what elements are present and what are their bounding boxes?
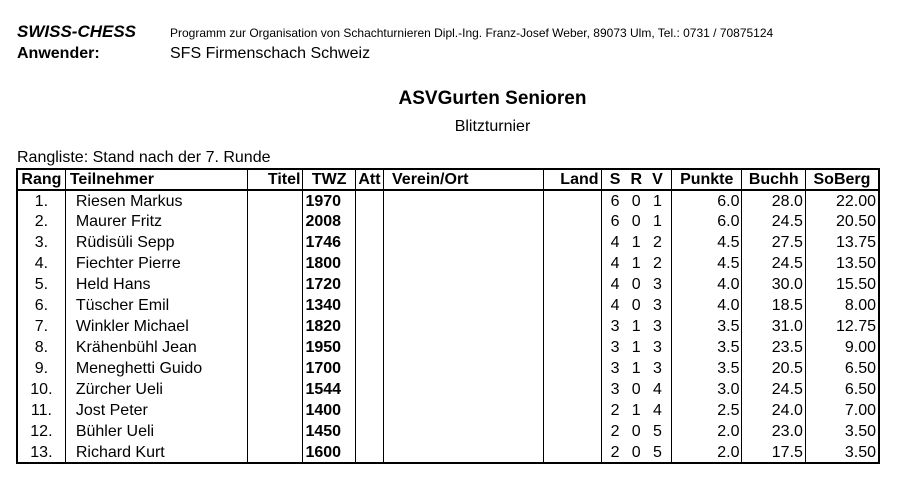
cell-land xyxy=(544,379,601,400)
cell-srv xyxy=(601,358,671,379)
cell-twz: 1340 xyxy=(303,295,355,316)
cell-att xyxy=(355,400,383,421)
cell-verein xyxy=(384,253,544,274)
cell-v: 1 xyxy=(652,192,662,210)
cell-name: Bühler Ueli xyxy=(65,421,247,442)
cell-rang: 7. xyxy=(17,316,65,337)
cell-soberg: 15.50 xyxy=(805,274,879,295)
cell-name: Winkler Michael xyxy=(65,316,247,337)
table-row xyxy=(17,253,879,274)
cell-v: 3 xyxy=(652,339,662,356)
cell-name: Maurer Fritz xyxy=(65,211,247,232)
cell-buchh: 23.0 xyxy=(742,421,805,442)
brand-name: SWISS-CHESS xyxy=(17,22,137,41)
col-header-s: S xyxy=(609,171,621,188)
cell-soberg: 7.00 xyxy=(805,400,879,421)
cell-soberg: 9.00 xyxy=(805,337,879,358)
col-header-att: Att xyxy=(355,169,383,190)
cell-v: 2 xyxy=(652,255,662,272)
cell-name: Meneghetti Guido xyxy=(65,358,247,379)
cell-twz: 1700 xyxy=(303,358,355,379)
cell-rang: 5. xyxy=(17,274,65,295)
col-header-soberg: SoBerg xyxy=(805,169,879,190)
cell-twz: 1950 xyxy=(303,337,355,358)
cell-titel xyxy=(248,274,303,295)
cell-punkte: 4.0 xyxy=(672,295,742,316)
cell-titel xyxy=(248,232,303,253)
cell-soberg: 12.75 xyxy=(805,316,879,337)
cell-verein xyxy=(384,421,544,442)
cell-titel xyxy=(248,442,303,463)
cell-buchh: 24.0 xyxy=(742,400,805,421)
cell-soberg: 6.50 xyxy=(805,358,879,379)
cell-punkte: 4.0 xyxy=(672,274,742,295)
cell-name: Tüscher Emil xyxy=(65,295,247,316)
header-line-2 xyxy=(17,45,370,63)
table-row xyxy=(17,442,879,463)
col-header-name: Teilnehmer xyxy=(65,169,247,190)
col-header-verein: Verein/Ort xyxy=(384,169,544,190)
cell-twz: 1746 xyxy=(303,232,355,253)
table-row xyxy=(17,400,879,421)
table-header-row xyxy=(17,169,879,190)
cell-titel xyxy=(248,295,303,316)
cell-land xyxy=(544,442,601,463)
cell-name: Zürcher Ueli xyxy=(65,379,247,400)
cell-srv xyxy=(601,379,671,400)
cell-att xyxy=(355,421,383,442)
cell-r: 0 xyxy=(631,276,641,293)
cell-r: 1 xyxy=(631,255,641,272)
cell-rang: 12. xyxy=(17,421,65,442)
cell-punkte: 6.0 xyxy=(672,211,742,232)
cell-srv xyxy=(601,253,671,274)
cell-s: 4 xyxy=(610,234,620,251)
cell-buchh: 17.5 xyxy=(742,442,805,463)
cell-punkte: 6.0 xyxy=(672,190,742,211)
col-header-land: Land xyxy=(544,169,601,190)
cell-land xyxy=(544,316,601,337)
cell-titel xyxy=(248,211,303,232)
cell-punkte: 3.0 xyxy=(672,379,742,400)
cell-buchh: 20.5 xyxy=(742,358,805,379)
cell-name: Jost Peter xyxy=(65,400,247,421)
cell-srv xyxy=(601,274,671,295)
cell-rang: 9. xyxy=(17,358,65,379)
cell-s: 4 xyxy=(610,255,620,272)
cell-r: 0 xyxy=(631,443,641,461)
cell-s: 3 xyxy=(610,360,620,377)
cell-buchh: 24.5 xyxy=(742,253,805,274)
cell-att xyxy=(355,379,383,400)
cell-buchh: 24.5 xyxy=(742,379,805,400)
cell-punkte: 4.5 xyxy=(672,232,742,253)
cell-verein xyxy=(384,400,544,421)
table-row xyxy=(17,190,879,211)
cell-punkte: 4.5 xyxy=(672,253,742,274)
cell-v: 3 xyxy=(652,318,662,335)
table-row xyxy=(17,337,879,358)
cell-s: 3 xyxy=(610,381,620,398)
cell-s: 3 xyxy=(610,339,620,356)
cell-twz: 1820 xyxy=(303,316,355,337)
cell-verein xyxy=(384,316,544,337)
col-header-v: V xyxy=(652,171,663,188)
cell-rang: 4. xyxy=(17,253,65,274)
cell-punkte: 2.5 xyxy=(672,400,742,421)
table-row xyxy=(17,379,879,400)
col-header-buchh: Buchh xyxy=(742,169,805,190)
cell-verein xyxy=(384,379,544,400)
cell-twz: 1544 xyxy=(303,379,355,400)
cell-land xyxy=(544,400,601,421)
table-row xyxy=(17,316,879,337)
cell-titel xyxy=(248,190,303,211)
table-row xyxy=(17,232,879,253)
cell-buchh: 31.0 xyxy=(742,316,805,337)
cell-verein xyxy=(384,232,544,253)
cell-r: 1 xyxy=(631,339,641,356)
standings-table xyxy=(16,168,880,464)
cell-twz: 1970 xyxy=(303,190,355,211)
cell-land xyxy=(544,421,601,442)
cell-buchh: 28.0 xyxy=(742,190,805,211)
cell-land xyxy=(544,190,601,211)
cell-soberg: 3.50 xyxy=(805,442,879,463)
cell-buchh: 24.5 xyxy=(742,211,805,232)
cell-v: 3 xyxy=(652,297,662,314)
cell-soberg: 13.75 xyxy=(805,232,879,253)
cell-att xyxy=(355,442,383,463)
cell-land xyxy=(544,232,601,253)
cell-titel xyxy=(248,379,303,400)
cell-rang: 8. xyxy=(17,337,65,358)
cell-att xyxy=(355,211,383,232)
cell-name: Riesen Markus xyxy=(65,190,247,211)
col-header-r: R xyxy=(630,171,643,188)
cell-verein xyxy=(384,211,544,232)
cell-r: 0 xyxy=(631,213,641,230)
cell-r: 0 xyxy=(631,423,641,440)
cell-s: 4 xyxy=(610,276,620,293)
cell-r: 0 xyxy=(631,297,641,314)
cell-v: 5 xyxy=(652,443,662,461)
cell-s: 4 xyxy=(610,297,620,314)
cell-twz: 1720 xyxy=(303,274,355,295)
cell-v: 3 xyxy=(652,276,662,293)
cell-r: 1 xyxy=(631,402,641,419)
cell-name: Rüdisüli Sepp xyxy=(65,232,247,253)
cell-v: 4 xyxy=(652,381,662,398)
cell-buchh: 23.5 xyxy=(742,337,805,358)
cell-r: 1 xyxy=(631,318,641,335)
tournament-subtitle: Blitzturnier xyxy=(454,118,531,135)
cell-rang: 2. xyxy=(17,211,65,232)
col-header-twz: TWZ xyxy=(303,169,355,190)
cell-srv xyxy=(601,421,671,442)
cell-name: Held Hans xyxy=(65,274,247,295)
cell-r: 1 xyxy=(631,234,641,251)
cell-srv xyxy=(601,337,671,358)
cell-punkte: 3.5 xyxy=(672,358,742,379)
cell-titel xyxy=(248,358,303,379)
cell-att xyxy=(355,358,383,379)
cell-v: 2 xyxy=(652,234,662,251)
cell-land xyxy=(544,253,601,274)
cell-srv xyxy=(601,400,671,421)
cell-rang: 13. xyxy=(17,442,65,463)
cell-punkte: 2.0 xyxy=(672,442,742,463)
cell-verein xyxy=(384,295,544,316)
standings-caption: Rangliste: Stand nach der 7. Runde xyxy=(17,149,271,166)
cell-buchh: 18.5 xyxy=(742,295,805,316)
cell-verein xyxy=(384,337,544,358)
cell-titel xyxy=(248,421,303,442)
cell-att xyxy=(355,253,383,274)
cell-land xyxy=(544,274,601,295)
col-header-titel: Titel xyxy=(248,169,303,190)
cell-titel xyxy=(248,337,303,358)
cell-twz: 1450 xyxy=(303,421,355,442)
program-info: Programm zur Organisation von Schachturnieren Dipl.-Ing. Franz-Josef Weber, 89073 Ulm, Tel.: 0731 / 70875124 xyxy=(170,26,774,40)
cell-land xyxy=(544,211,601,232)
cell-name: Richard Kurt xyxy=(65,442,247,463)
cell-s: 2 xyxy=(610,402,620,419)
cell-buchh: 30.0 xyxy=(742,274,805,295)
cell-twz: 1800 xyxy=(303,253,355,274)
cell-r: 1 xyxy=(631,360,641,377)
cell-rang: 1. xyxy=(17,190,65,211)
cell-twz: 2008 xyxy=(303,211,355,232)
cell-punkte: 3.5 xyxy=(672,316,742,337)
table-row xyxy=(17,211,879,232)
cell-titel xyxy=(248,400,303,421)
cell-att xyxy=(355,232,383,253)
cell-v: 1 xyxy=(652,213,662,230)
cell-att xyxy=(355,190,383,211)
cell-srv xyxy=(601,316,671,337)
col-header-punkte: Punkte xyxy=(672,169,742,190)
cell-rang: 11. xyxy=(17,400,65,421)
cell-soberg: 3.50 xyxy=(805,421,879,442)
cell-v: 5 xyxy=(652,423,662,440)
table-row xyxy=(17,274,879,295)
cell-land xyxy=(544,358,601,379)
cell-r: 0 xyxy=(631,381,641,398)
cell-land xyxy=(544,295,601,316)
cell-v: 4 xyxy=(652,402,662,419)
cell-twz: 1600 xyxy=(303,442,355,463)
cell-s: 2 xyxy=(610,443,620,461)
cell-att xyxy=(355,316,383,337)
cell-soberg: 22.00 xyxy=(805,190,879,211)
cell-att xyxy=(355,295,383,316)
cell-rang: 10. xyxy=(17,379,65,400)
col-header-rang: Rang xyxy=(17,169,65,190)
cell-punkte: 2.0 xyxy=(672,421,742,442)
cell-verein xyxy=(384,358,544,379)
cell-soberg: 20.50 xyxy=(805,211,879,232)
table-row xyxy=(17,295,879,316)
cell-soberg: 13.50 xyxy=(805,253,879,274)
cell-srv xyxy=(601,232,671,253)
cell-srv xyxy=(601,190,671,211)
cell-s: 3 xyxy=(610,318,620,335)
table-row xyxy=(17,358,879,379)
cell-att xyxy=(355,274,383,295)
cell-srv xyxy=(601,442,671,463)
cell-name: Fiechter Pierre xyxy=(65,253,247,274)
cell-r: 0 xyxy=(631,192,641,210)
cell-titel xyxy=(248,253,303,274)
header-line-1 xyxy=(17,22,773,42)
cell-v: 3 xyxy=(652,360,662,377)
cell-s: 2 xyxy=(610,423,620,440)
cell-srv xyxy=(601,295,671,316)
cell-s: 6 xyxy=(610,213,620,230)
cell-att xyxy=(355,337,383,358)
cell-punkte: 3.5 xyxy=(672,337,742,358)
cell-rang: 6. xyxy=(17,295,65,316)
cell-verein xyxy=(384,274,544,295)
cell-s: 6 xyxy=(610,192,620,210)
cell-titel xyxy=(248,316,303,337)
cell-verein xyxy=(384,442,544,463)
cell-land xyxy=(544,337,601,358)
cell-rang: 3. xyxy=(17,232,65,253)
table-row xyxy=(17,421,879,442)
cell-soberg: 6.50 xyxy=(805,379,879,400)
user-name: SFS Firmenschach Schweiz xyxy=(170,45,371,62)
cell-buchh: 27.5 xyxy=(742,232,805,253)
cell-soberg: 8.00 xyxy=(805,295,879,316)
col-header-srv xyxy=(601,169,671,190)
cell-srv xyxy=(601,211,671,232)
user-label: Anwender: xyxy=(17,45,100,62)
cell-twz: 1400 xyxy=(303,400,355,421)
cell-verein xyxy=(384,190,544,211)
cell-name: Krähenbühl Jean xyxy=(65,337,247,358)
tournament-title: ASVGurten Senioren xyxy=(398,88,587,109)
